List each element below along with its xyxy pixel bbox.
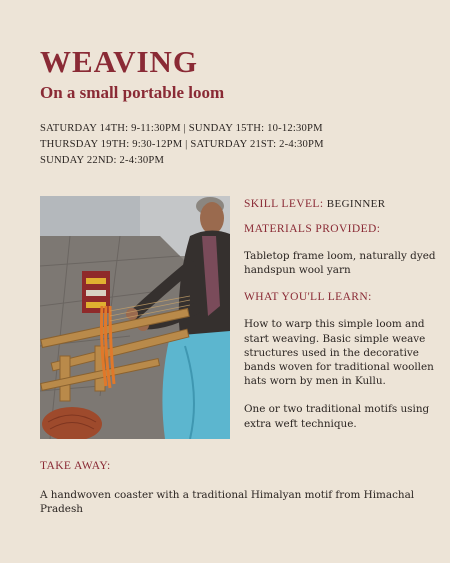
takeaway-heading: TAKE AWAY: bbox=[40, 460, 111, 472]
learn-paragraph: How to warp this simple loom and start weaving. Basic simple weave structures used in the decorative bands woven for traditional woollen hats worn by men in Kullu. bbox=[244, 318, 434, 388]
info-column bbox=[244, 196, 436, 431]
schedule bbox=[40, 121, 420, 169]
page-title: WEAVING bbox=[40, 44, 199, 79]
weaving-photo bbox=[40, 196, 230, 439]
materials-heading: MATERIALS PROVIDED: bbox=[244, 223, 381, 235]
learn-paragraph: One or two traditional motifs using extra weft technique. bbox=[244, 403, 430, 430]
schedule-line: SATURDAY 14TH: 9-11:30PM | SUNDAY 15TH: 10-12:30PM bbox=[40, 123, 323, 134]
page-subtitle: On a small portable loom bbox=[40, 83, 225, 102]
schedule-line: THURSDAY 19TH: 9:30-12PM | SATURDAY 21ST: 2-4:30PM bbox=[40, 139, 324, 150]
takeaway-text: A handwoven coaster with a traditional Himalyan motif from Himachal Pradesh bbox=[40, 489, 415, 516]
skill-level bbox=[244, 198, 436, 210]
materials-text: Tabletop frame loom, naturally dyed handspun wool yarn bbox=[244, 250, 436, 277]
skill-level-label: SKILL LEVEL: bbox=[244, 198, 324, 210]
learn-heading: WHAT YOU'LL LEARN: bbox=[244, 291, 372, 304]
schedule-line: SUNDAY 22ND: 2-4:30PM bbox=[40, 155, 165, 166]
skill-level-value: BEGINNER bbox=[326, 198, 386, 210]
